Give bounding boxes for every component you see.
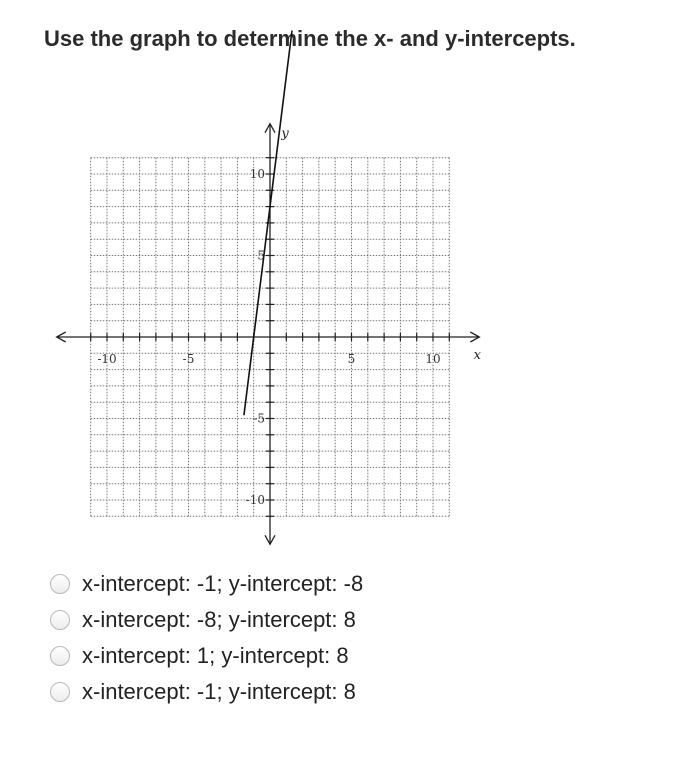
x-tick-label: -5	[182, 352, 195, 366]
answer-choices	[50, 566, 363, 710]
x-tick-label: 5	[347, 352, 356, 366]
answer-option-4[interactable]	[50, 674, 363, 710]
radio-button[interactable]	[50, 574, 70, 594]
x-tick-label: -10	[97, 352, 117, 366]
answer-option-3[interactable]	[50, 638, 363, 674]
x-axis-label: x	[473, 348, 481, 363]
answer-label: x-intercept: -1; y-intercept: -8	[82, 571, 364, 596]
radio-button[interactable]	[50, 646, 70, 666]
question-text: Use the graph to determine the x- and y-intercepts.	[44, 26, 576, 51]
axes	[57, 124, 480, 545]
answer-option-2[interactable]	[50, 602, 363, 638]
tick-labels	[97, 127, 481, 507]
answer-option-1[interactable]	[50, 566, 363, 602]
y-tick-label: -10	[245, 493, 265, 507]
answer-label: x-intercept: 1; y-intercept: 8	[82, 643, 349, 668]
answer-label: x-intercept: -1; y-intercept: 8	[82, 679, 356, 704]
radio-button[interactable]	[50, 682, 70, 702]
x-tick-label: 10	[425, 352, 441, 366]
y-tick-label: 10	[249, 167, 265, 181]
y-tick-label: -5	[253, 411, 265, 426]
radio-button[interactable]	[50, 610, 70, 630]
answer-label: x-intercept: -8; y-intercept: 8	[82, 607, 356, 632]
y-tick-label: 5	[257, 248, 265, 263]
y-axis-label: y	[281, 126, 289, 142]
